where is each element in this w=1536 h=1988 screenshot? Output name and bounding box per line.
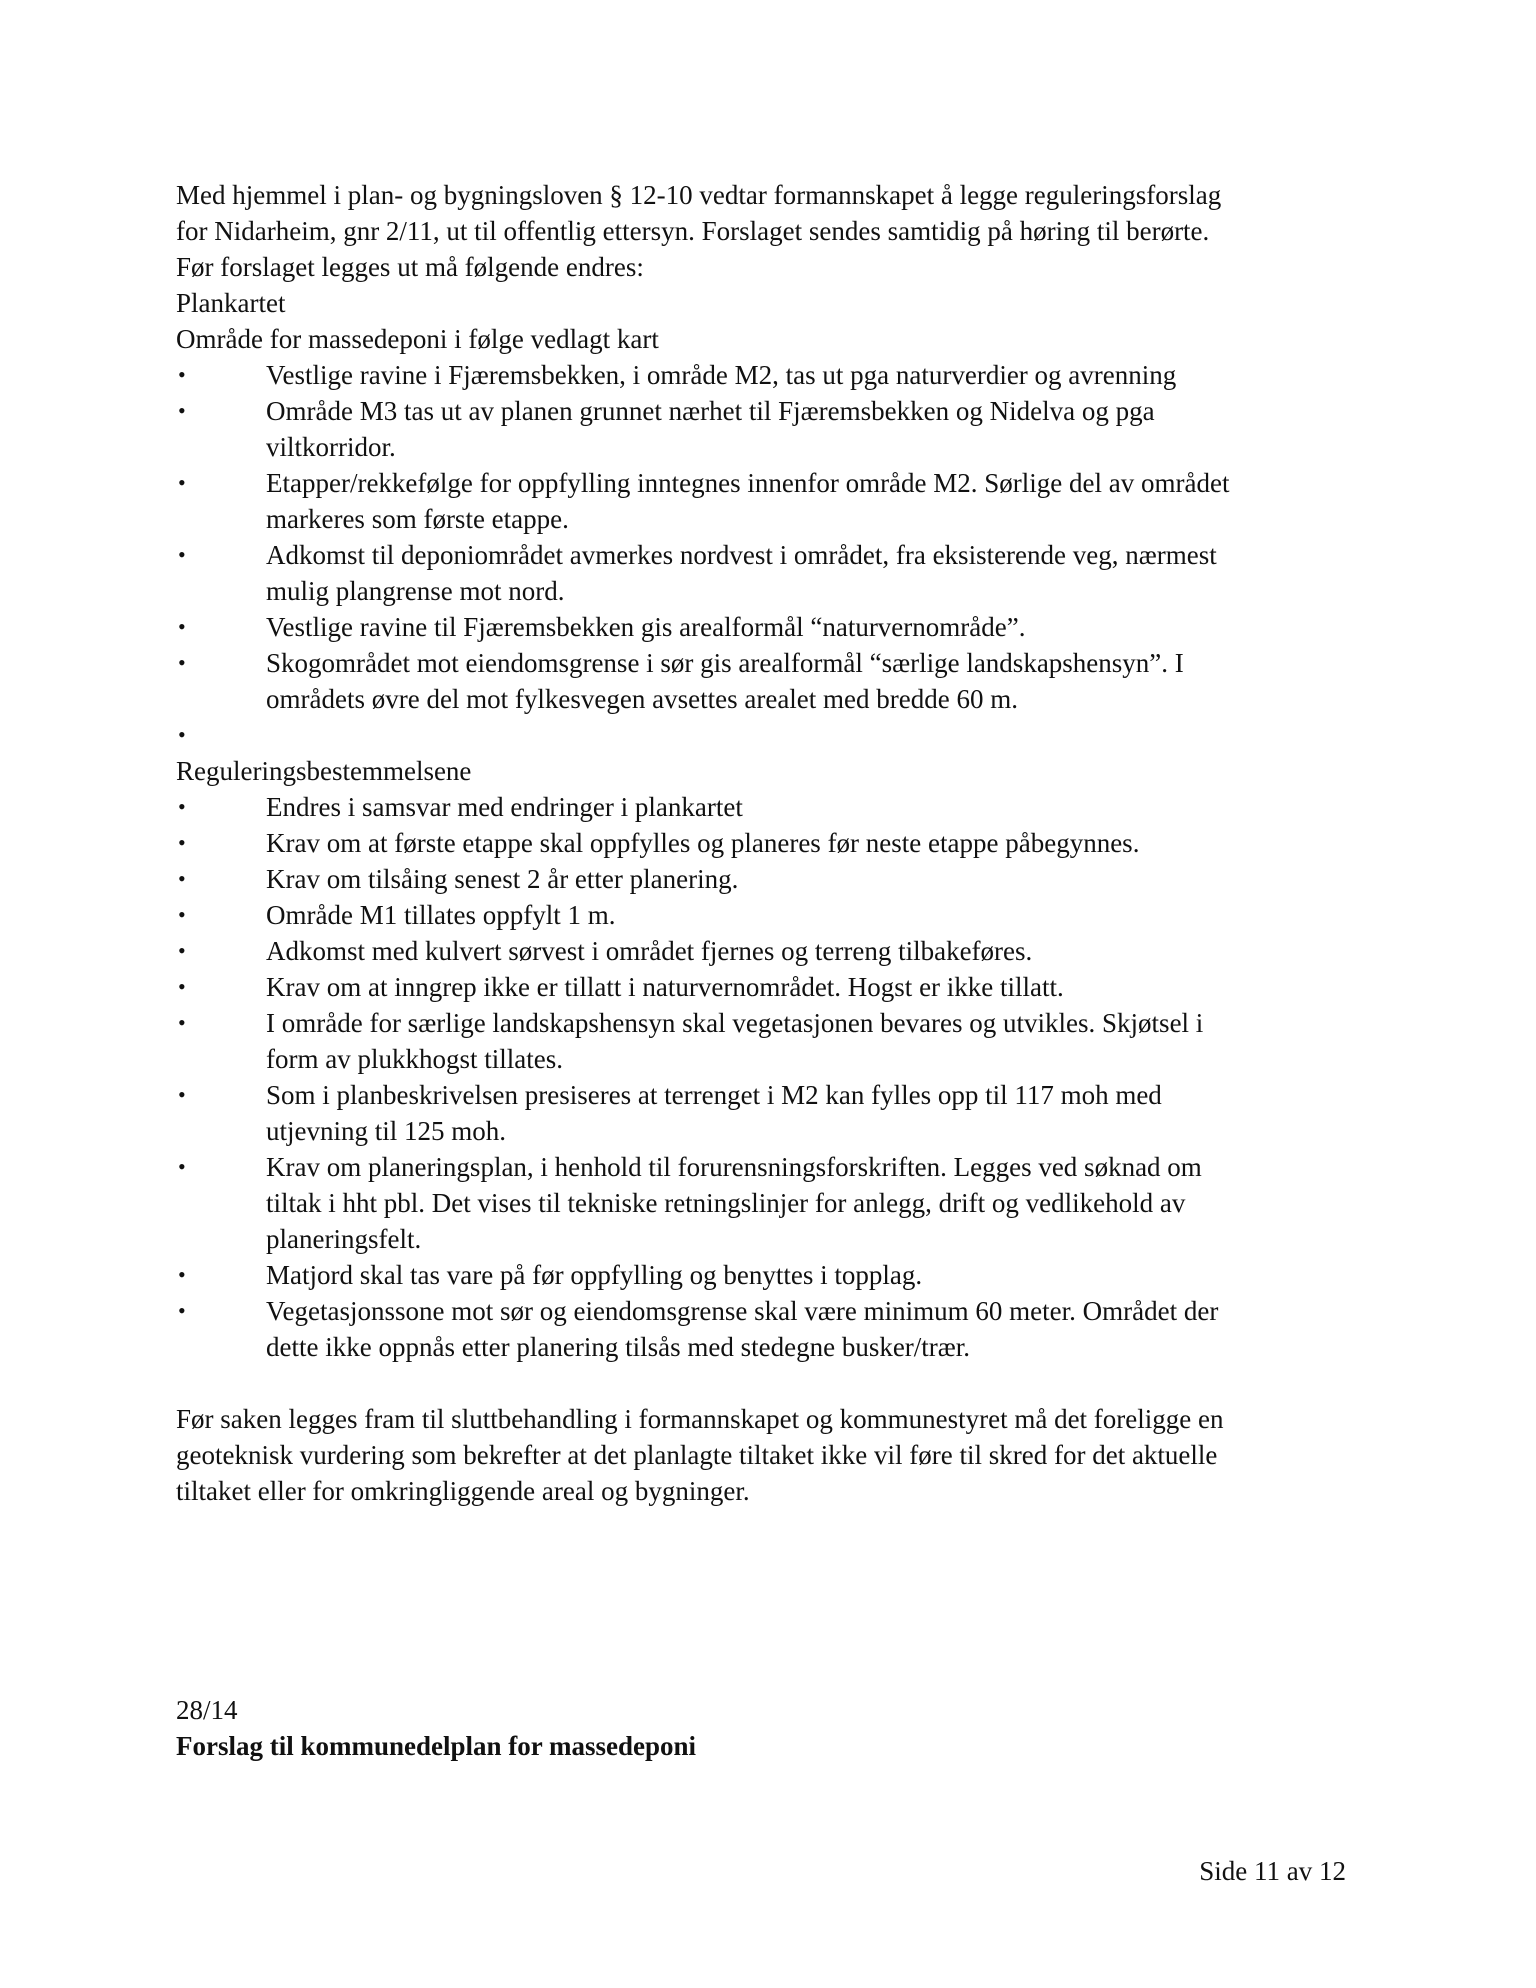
bullet-icon: • — [178, 542, 186, 567]
section-heading-plankartet: Plankartet — [176, 288, 286, 318]
list-item — [176, 825, 1356, 861]
list-item — [176, 1077, 1356, 1149]
list-item — [176, 1257, 1356, 1293]
list-item-text: Skogområdet mot eiendomsgrense i sør gis arealformål “særlige landskapshensyn”. I områdets øvre del mot fylkesvegen avsettes arealet med bredde 60 m. — [266, 648, 1184, 714]
regulering-bullet-list — [176, 789, 1356, 1365]
bullet-icon: • — [178, 1298, 186, 1323]
list-item-text: Etapper/rekkefølge for oppfylling inntegnes innenfor område M2. Sørlige del av området markeres som første etappe. — [266, 468, 1230, 534]
list-item-text: Endres i samsvar med endringer i plankartet — [266, 792, 743, 822]
bullet-icon: • — [178, 830, 186, 855]
list-item-text: Matjord skal tas vare på før oppfylling og benyttes i topplag. — [266, 1260, 923, 1290]
bullet-icon: • — [178, 1010, 186, 1035]
list-item-text: Som i planbeskrivelsen presiseres at terrenget i M2 kan fylles opp til 117 moh med utjevning til 125 moh. — [266, 1080, 1162, 1146]
list-item-text: Krav om planeringsplan, i henhold til forurensningsforskriften. Legges ved søknad om tiltak i hht pbl. Det vises til tekniske retningslinjer for anlegg, drift og vedlikehold av planeringsfelt. — [266, 1152, 1202, 1254]
intro-line: for Nidarheim, gnr 2/11, ut til offentlig ettersyn. Forslaget sendes samtidig på høring til berørte. — [176, 216, 1210, 246]
list-item — [176, 1149, 1356, 1257]
list-item — [176, 969, 1356, 1005]
plankart-bullet-list — [176, 357, 1356, 753]
bullet-icon: • — [178, 722, 186, 747]
bullet-icon: • — [178, 1154, 186, 1179]
list-item — [176, 1005, 1356, 1077]
list-item-text: Område M3 tas ut av planen grunnet nærhet til Fjæremsbekken og Nidelva og pga viltkorridor. — [266, 396, 1155, 462]
list-item — [176, 789, 1356, 825]
section-heading-reguleringsbestemmelsene: Reguleringsbestemmelsene — [176, 756, 472, 786]
bullet-icon: • — [178, 1262, 186, 1287]
list-item-text: Vestlige ravine til Fjæremsbekken gis arealformål “naturvernområde”. — [266, 612, 1026, 642]
list-item — [176, 393, 1356, 465]
list-item-text: Adkomst med kulvert sørvest i området fjernes og terreng tilbakeføres. — [266, 936, 1033, 966]
list-item-text: I område for særlige landskapshensyn skal vegetasjonen bevares og utvikles. Skjøtsel i form av plukkhogst tillates. — [266, 1008, 1204, 1074]
list-item — [176, 609, 1356, 645]
list-item — [176, 645, 1356, 717]
list-item — [176, 357, 1356, 393]
bullet-icon: • — [178, 362, 186, 387]
list-item-text: Adkomst til deponiområdet avmerkes nordvest i området, fra eksisterende veg, nærmest mulig plangrense mot nord. — [266, 540, 1217, 606]
list-item — [176, 933, 1356, 969]
case-title: Forslag til kommunedelplan for massedeponi — [176, 1731, 697, 1761]
list-item-text: Krav om at inngrep ikke er tillatt i naturvernområdet. Hogst er ikke tillatt. — [266, 972, 1064, 1002]
list-item-text: Krav om at første etappe skal oppfylles og planeres før neste etappe påbegynnes. — [266, 828, 1140, 858]
list-item — [176, 861, 1356, 897]
document-body — [176, 177, 1356, 1509]
intro-line: Før forslaget legges ut må følgende endres: — [176, 252, 644, 282]
bullet-icon: • — [178, 398, 186, 423]
spacer — [176, 1365, 1356, 1401]
next-case-block — [176, 1692, 1356, 1764]
bullet-icon: • — [178, 470, 186, 495]
list-item-text: Område M1 tillates oppfylt 1 m. — [266, 900, 616, 930]
bullet-icon: • — [178, 938, 186, 963]
bullet-icon: • — [178, 866, 186, 891]
closing-paragraph: Før saken legges fram til sluttbehandling i formannskapet og kommunestyret må det foreligge en geoteknisk vurdering som bekrefter at det planlagte tiltaket ikke vil føre til skred for det aktuelle tiltaket eller for omkringliggende areal og bygninger. — [176, 1404, 1224, 1506]
bullet-icon: • — [178, 614, 186, 639]
list-item-text: Vegetasjonssone mot sør og eiendomsgrense skal være minimum 60 meter. Området der dette ikke oppnås etter planering tilsås med stedegne busker/trær. — [266, 1296, 1219, 1362]
bullet-icon: • — [178, 794, 186, 819]
list-item — [176, 897, 1356, 933]
list-item — [176, 537, 1356, 609]
bullet-icon: • — [178, 974, 186, 999]
list-item — [176, 465, 1356, 537]
intro-line: Med hjemmel i plan- og bygningsloven § 12-10 vedtar formannskapet å legge reguleringsforslag — [176, 180, 1222, 210]
list-item-text: Krav om tilsåing senest 2 år etter planering. — [266, 864, 739, 894]
case-number: 28/14 — [176, 1695, 238, 1725]
bullet-icon: • — [178, 1082, 186, 1107]
bullet-icon: • — [178, 650, 186, 675]
subheading-massedeponi: Område for massedeponi i følge vedlagt kart — [176, 324, 659, 354]
page-number-footer: Side 11 av 12 — [1199, 1856, 1346, 1886]
list-item — [176, 1293, 1356, 1365]
bullet-icon: • — [178, 902, 186, 927]
list-item-empty — [176, 717, 1356, 753]
list-item-text: Vestlige ravine i Fjæremsbekken, i område M2, tas ut pga naturverdier og avrenning — [266, 360, 1177, 390]
